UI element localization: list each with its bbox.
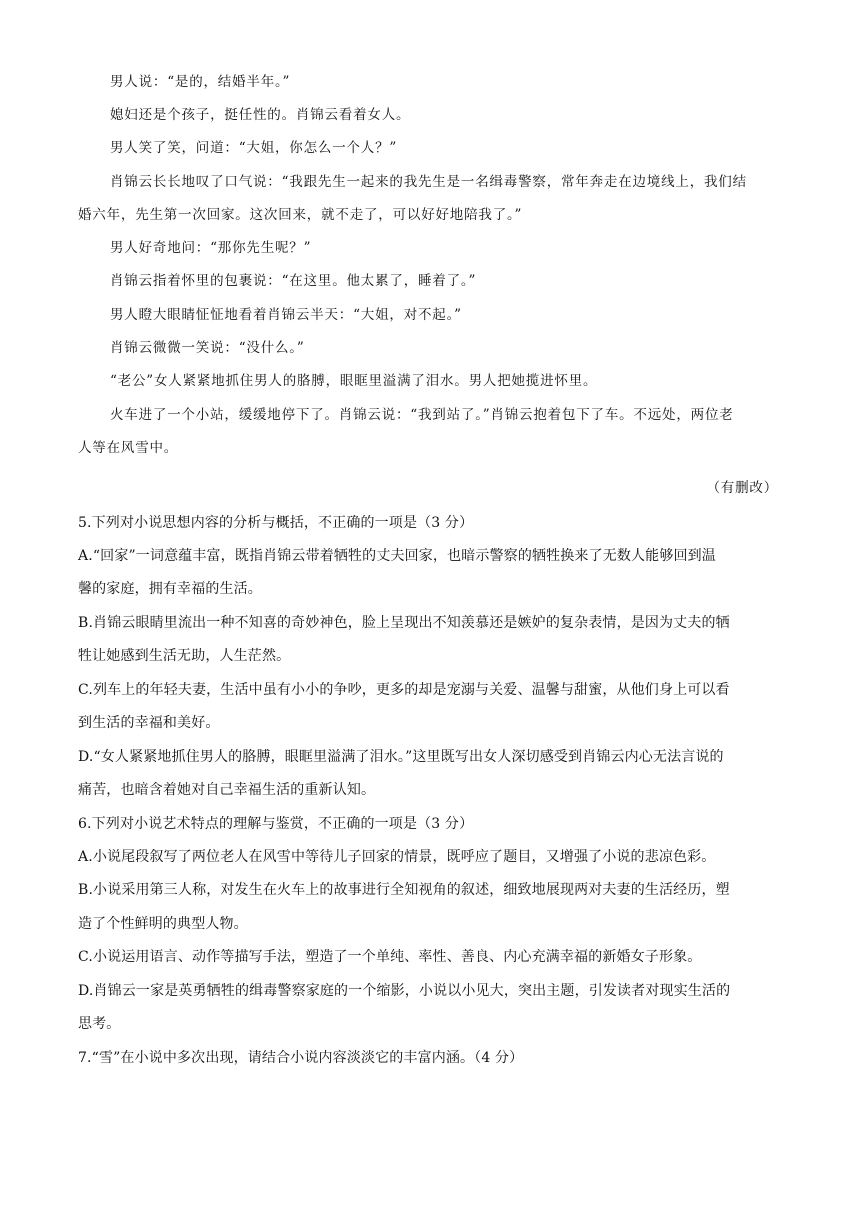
story-line: 男人笑了笑，问道：“大姐，你怎么一个人？”	[110, 140, 398, 156]
story-line: 人等在风雪中。	[78, 440, 179, 456]
question-5-option-b-continued: 牲让她感到生活无助，人生茫然。	[78, 648, 291, 664]
question-5-option-a-continued: 馨的家庭，拥有幸福的生活。	[78, 581, 262, 597]
question-5-option-c: C.列车上的年轻夫妻，生活中虽有小小的争吵，更多的却是宠溺与关爱、温馨与甜蜜，从他们身上可以看	[78, 682, 730, 698]
question-5-option-b: B.肖锦云眼睛里流出一种不知喜的奇妙神色，脸上呈现出不知羡慕还是嫉妒的复杂表情，是因为丈夫的牺	[78, 615, 730, 631]
story-line: 男人瞪大眼睛怔怔地看着肖锦云半天：“大姐，对不起。”	[110, 307, 462, 323]
question-5-option-a: A.“回家”一词意蕴丰富，既指肖锦云带着牺牲的丈夫回家，也暗示警察的牺牲换来了无数人能够回到温	[78, 548, 716, 564]
question-6-option-c: C.小说运用语言、动作等描写手法，塑造了一个单纯、率性、善良、内心充满幸福的新婚女子形象。	[78, 949, 702, 965]
story-line: 婚六年，先生第一次回家。这次回来，就不走了，可以好好地陪我了。”	[78, 207, 523, 223]
question-6-option-b: B.小说采用第三人称，对发生在火车上的故事进行全知视角的叙述，细致地展现两对夫妻的生活经历，塑	[78, 882, 730, 898]
story-line: 男人好奇地问：“那你先生呢？”	[110, 240, 312, 256]
story-line: 男人说：“是的，结婚半年。”	[110, 74, 291, 90]
story-line: 肖锦云指着怀里的包裹说：“在这里。他太累了，睡着了。”	[110, 273, 477, 289]
source-note: （有删改）	[706, 480, 778, 496]
question-6-option-d-continued: 思考。	[78, 1016, 121, 1032]
question-5-option-d: D.“女人紧紧地抓住男人的胳膊，眼眶里溢满了泪水。”这里既写出女人深切感受到肖锦云内心无法言说的	[78, 749, 724, 765]
question-7-stem: 7.“雪”在小说中多次出现，请结合小说内容淡淡它的丰富内涵。（4 分）	[78, 1050, 524, 1066]
question-5-option-d-continued: 痛苦，也暗含着她对自己幸福生活的重新认知。	[78, 782, 376, 798]
story-line: 肖锦云长长地叹了口气说：“我跟先生一起来的我先生是一名缉毒警察，常年奔走在边境线上，我们结	[110, 174, 747, 190]
question-6-option-b-continued: 造了个性鲜明的典型人物。	[78, 916, 248, 932]
story-line: 肖锦云微微一笑说：“没什么。”	[110, 340, 305, 356]
story-line: 媳妇还是个孩子，挺任性的。肖锦云看着女人。	[110, 107, 411, 123]
question-5-option-c-continued: 到生活的幸福和美好。	[78, 715, 220, 731]
story-line: “老公”女人紧紧地抓住男人的胳膊，眼眶里溢满了泪水。男人把她揽进怀里。	[110, 373, 598, 389]
question-6-option-d: D.肖锦云一家是英勇牺牲的缉毒警察家庭的一个缩影，小说以小见大，突出主题，引发读者对现实生活的	[78, 983, 731, 999]
story-line: 火车进了一个小站，缓缓地停下了。肖锦云说：“我到站了。”肖锦云抱着包下了车。不远处，两位老	[110, 407, 734, 423]
question-5-stem: 5.下列对小说思想内容的分析与概括，不正确的一项是（3 分）	[78, 515, 474, 531]
question-6-stem: 6.下列对小说艺术特点的理解与鉴赏，不正确的一项是（3 分）	[78, 816, 474, 832]
question-6-option-a: A.小说尾段叙写了两位老人在风雪中等待儿子回家的情景，既呼应了题目，又增强了小说的悲凉色彩。	[78, 849, 716, 865]
